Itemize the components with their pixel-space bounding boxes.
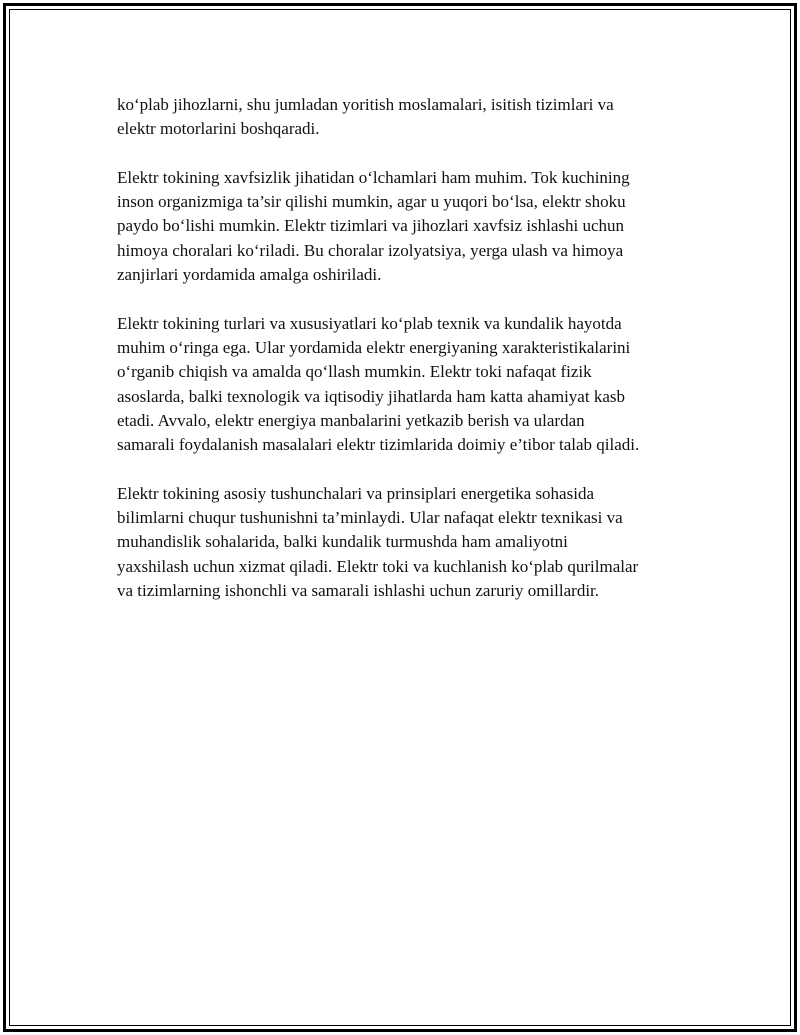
text-line: Elektr tokining xavfsizlik jihatidan o‘lchamlari ham muhim. Tok kuchining [117,167,630,187]
text-line: Elektr tokining turlari va xususiyatlari ko‘plab texnik va kundalik hayotda [117,313,622,333]
text-line: samarali foydalanish masalalari elektr tizimlarida doimiy e’tibor talab qiladi. [117,435,640,455]
text-line: inson organizmiga ta’sir qilishi mumkin, agar u yuqori bo‘lsa, elektr shoku [117,192,626,212]
text-line: muhandislik sohalarida, balki kundalik turmushda ham amaliyotni [117,532,568,552]
text-line: etadi. Avvalo, elektr energiya manbalarini yetkazib berish va ulardan [117,410,585,430]
text-line: bilimlarni chuqur tushunishni ta’minlaydi. Ular nafaqat elektr texnikasi va [117,508,623,528]
text-line: va tizimlarning ishonchli va samarali ishlashi uchun zaruriy omillardir. [117,580,600,600]
paragraph-1 [117,93,687,142]
paragraph-3 [117,312,687,458]
text-line: muhim o‘ringa ega. Ular yordamida elektr energiyaning xarakteristikalarini [117,337,631,357]
text-line: Elektr tokining asosiy tushunchalari va prinsiplari energetika sohasida [117,483,594,503]
text-line: yaxshilash uchun xizmat qiladi. Elektr toki va kuchlanish ko‘plab qurilmalar [117,556,639,576]
paragraph-2 [117,166,687,287]
text-line: paydo bo‘lishi mumkin. Elektr tizimlari va jihozlari xavfsiz ishlashi uchun [117,216,625,236]
text-line: o‘rganib chiqish va amalda qo‘llash mumkin. Elektr toki nafaqat fizik [117,362,592,382]
text-line: himoya choralari ko‘riladi. Bu choralar izolyatsiya, yerga ulash va himoya [117,240,624,260]
paragraph-4 [117,482,687,603]
text-line: asoslarda, balki texnologik va iqtisodiy jihatlarda ham katta ahamiyat kasb [117,386,625,406]
text-line: ko‘plab jihozlarni, shu jumladan yoritish moslamalari, isitish tizimlari va [117,95,614,114]
text-line: zanjirlari yordamida amalga oshiriladi. [117,265,382,285]
text-line: elektr motorlarini boshqaradi. [117,119,320,139]
document-body [117,93,687,628]
